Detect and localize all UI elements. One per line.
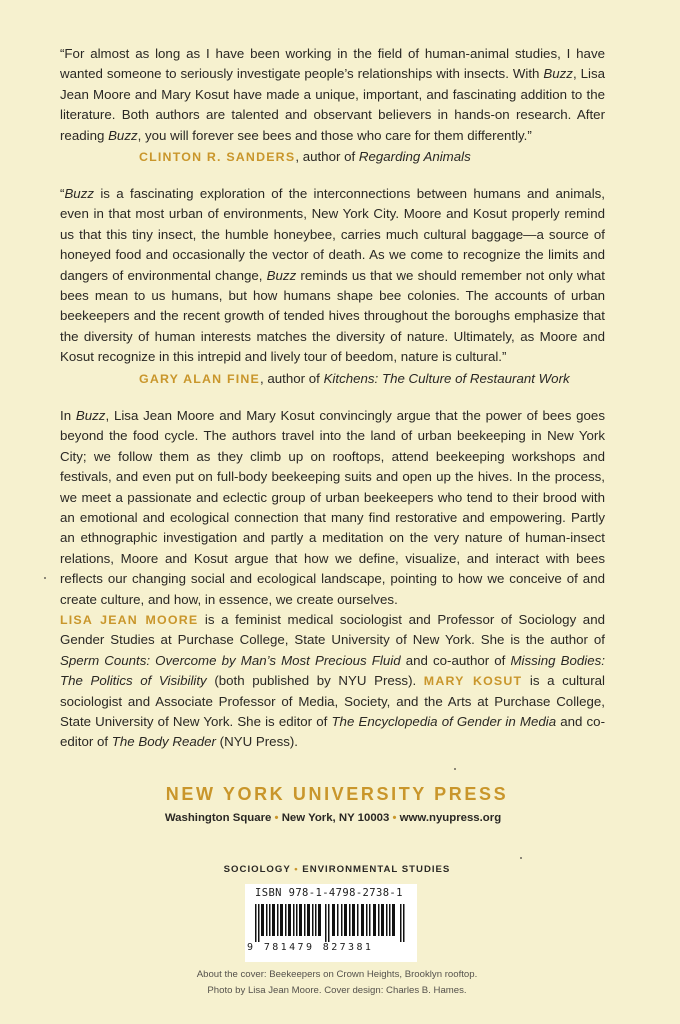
publisher-block	[0, 782, 680, 826]
author-bios: LISA JEAN MOORE is a feminist medical sociologist and Professor of Sociology and Gender Studies at Purchase College, State University of New York. She is the author of Sperm Counts: Overcome by Man’s Most Precious Fluid and co-author of Missing Bodies: The Politics of Visibility (both published by NYU Press). MARY KOSUT is a cultural sociologist and Associate Professor of Media, Society, and the Arts at Purchase College, State University of New York. She is editor of The Encyclopedia of Gender in Media and co-editor of The Body Reader (NYU Press).	[60, 612, 606, 750]
subject-categories: SOCIOLOGY • ENVIRONMENTAL STUDIES	[223, 864, 451, 875]
speck	[454, 768, 456, 770]
author-name-kosut: MARY KOSUT	[423, 674, 523, 689]
publisher-name: NEW YORK UNIVERSITY PRESS	[165, 784, 509, 804]
speck	[44, 577, 46, 579]
author-name-moore: LISA JEAN MOORE	[60, 613, 199, 627]
barcode-bars	[255, 904, 407, 942]
blurb-fine-attribution: GARY ALAN FINE, author of Kitchens: The Culture of Restaurant Work	[139, 370, 570, 386]
blurb-sanders	[60, 44, 605, 167]
cover-credit: About the cover: Beekeepers on Crown Heights, Brooklyn rooftop. Photo by Lisa Jean Moore. Cover design: Charles B. Hames.	[196, 969, 478, 996]
book-description: In Buzz, Lisa Jean Moore and Mary Kosut convincingly argue that the power of bees goes beyond the food cycle. The authors travel into the land of urban beekeeping in New York City; we follow them as they climb up on rooftops, attend beekeeping workshops and festivals, and even put on full-body beekeeping suits and open up the hives. In the process, we meet a passionate and eclectic group of urban beekeepers who tend to their brood with an emotional and ecological connection that many find restorative and empowering. Partly an ethnographic investigation and partly a meditation on the very nature of human-insect relations, Moore and Kosut argue that how we define, visualize, and interact with bees reflects our changing social and ecological landscape, pointing to how we conceive of and create culture, and how, in essence, we create ourselves.	[60, 408, 605, 607]
blurb-fine-quote: “Buzz is a fascinating exploration of the interconnections between humans and animals, even in that most urban of environments, New York City. Moore and Kosut properly remind us that this tiny insect, the humble honeybee, carries much cultural baggage—a source of honeyed food and occasionally the vector of death. As we come to recognize the limits and dangers of environmental change, Buzz reminds us that we should remember not only what bees mean to us humans, but how humans shape bee colonies. The accounts of urban beekeepers and the recent growth of tended hives throughout the boroughs emphasize that the diversity of human interests matches the diversity of nature. Ultimately, as Moore and Kosut recognize in this intrepid and lively tour of beedom, nature is cultural.”	[60, 186, 606, 365]
endorser-name: CLINTON R. SANDERS	[139, 150, 296, 165]
blurb-fine	[60, 184, 605, 389]
publisher-address: Washington Square • New York, NY 10003 • www.nyupress.org	[164, 812, 502, 824]
barcode-digits: 9 781479 827381	[247, 942, 374, 953]
blurb-sanders-quote: “For almost as long as I have been working in the field of human-animal studies, I have wanted someone to seriously investigate people’s relationships with insects. With Buzz, Lisa Jean Moore and Mary Kosut have made a unique, important, and fascinating addition to the literature. Both authors are talented and observant believers in hands-on research. After reading Buzz, you will forever see bees and those who care for them differently.”	[60, 46, 605, 143]
speck	[520, 857, 522, 859]
blurb-sanders-attribution: CLINTON R. SANDERS, author of Regarding Animals	[139, 149, 471, 165]
isbn-number: ISBN 978-1-4798-2738-1	[255, 887, 403, 899]
endorser-name: GARY ALAN FINE	[139, 371, 260, 386]
isbn-barcode	[245, 884, 417, 962]
